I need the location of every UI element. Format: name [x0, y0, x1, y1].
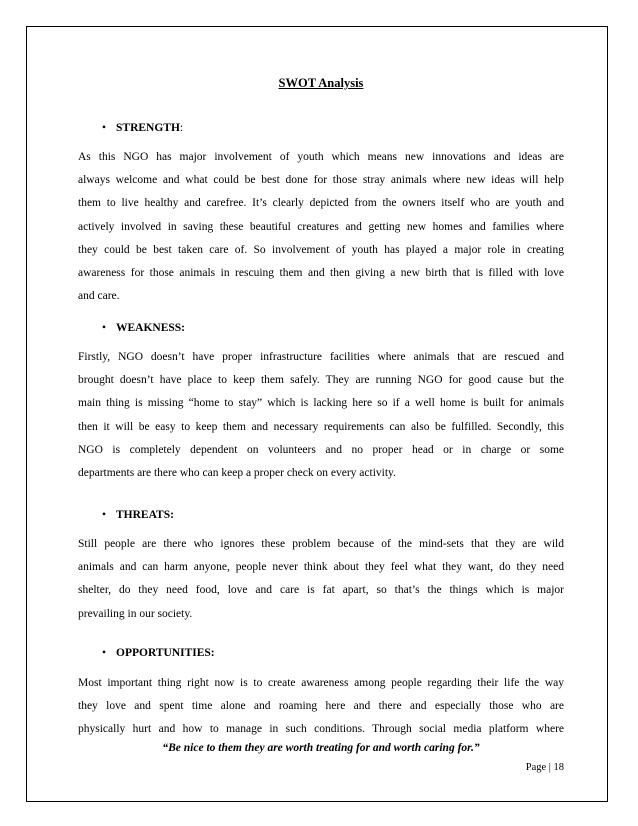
page-number: Page | 18 [525, 762, 564, 773]
section-heading-weakness [102, 322, 185, 334]
paragraph-line: they love and spent time alone and roaming here and there and especially those who are [78, 700, 564, 713]
section-heading-strength [102, 122, 183, 134]
paragraph-line: always welcome and what could be best done for those stray animals where new ideas will help [78, 174, 564, 187]
paragraph-line: animals and can harm anyone, people never think about they feel what they want, do they need [78, 561, 564, 574]
bullet-icon: • [102, 509, 107, 521]
paragraph-line: and care. [78, 290, 120, 303]
paragraph-line: shelter, do they need food, love and care is fat apart, so that’s the things which is major [78, 584, 564, 597]
bullet-icon: • [102, 647, 107, 659]
section-paragraph-threats [78, 533, 564, 626]
paragraph-line: As this NGO has major involvement of youth which means new innovations and ideas are [78, 151, 564, 163]
section-heading-text: STRENGTH [116, 122, 180, 134]
section-paragraph-strength [78, 146, 564, 308]
paragraph-line: departments are there who can keep a proper check on every activity. [78, 466, 396, 479]
paragraph-line: Firstly, NGO doesn’t have proper infrastructure facilities where animals that are rescued and [78, 351, 564, 363]
section-heading-opportunities [102, 647, 215, 659]
section-heading-text: OPPORTUNITIES: [116, 647, 215, 659]
paragraph-line: they could be best taken care of. So involvement of youth has played a major role in creating [78, 243, 564, 256]
paragraph-line: prevailing in our society. [78, 607, 193, 620]
paragraph-line: brought doesn’t have place to keep them safely. They are running NGO for good cause but the [78, 374, 564, 387]
paragraph-line: then it will be easy to keep them and necessary requirements can also be fulfilled. Secondly, this [78, 420, 564, 433]
paragraph-line: NGO is completely dependent on volunteers and no proper head or in charge or some [78, 443, 564, 456]
paragraph-line: Most important thing right now is to create awareness among people regarding their life the way [78, 677, 564, 689]
paragraph-line: physically hurt and how to manage in such conditions. Through social media platform where [78, 723, 564, 736]
paragraph-line: Still people are there who ignores these problem because of the mind-sets that they are wild [78, 538, 564, 550]
heading-colon: : [179, 122, 184, 134]
paragraph-line: actively involved in saving these beautiful creatures and getting new homes and families where [78, 220, 564, 233]
section-paragraph-weakness [78, 346, 564, 485]
section-heading-threats [102, 509, 174, 521]
section-heading-text: THREATS: [116, 509, 174, 521]
bullet-icon: • [102, 322, 107, 334]
footer-quote: “Be nice to them they are worth treating for and worth caring for.” [162, 742, 480, 754]
page-title: SWOT Analysis [278, 76, 364, 90]
bullet-icon: • [102, 122, 107, 134]
section-paragraph-opportunities [78, 672, 564, 742]
paragraph-line: main thing is missing “home to stay” which is lacking here so if a well home is built for animals [78, 397, 564, 410]
section-heading-text: WEAKNESS: [116, 322, 186, 334]
paragraph-line: awareness for those animals in rescuing them and then giving a new birth that is filled with love [78, 266, 564, 279]
paragraph-line: them to live healthy and carefree. It’s clearly depicted from the owners itself who are youth and [78, 197, 564, 210]
